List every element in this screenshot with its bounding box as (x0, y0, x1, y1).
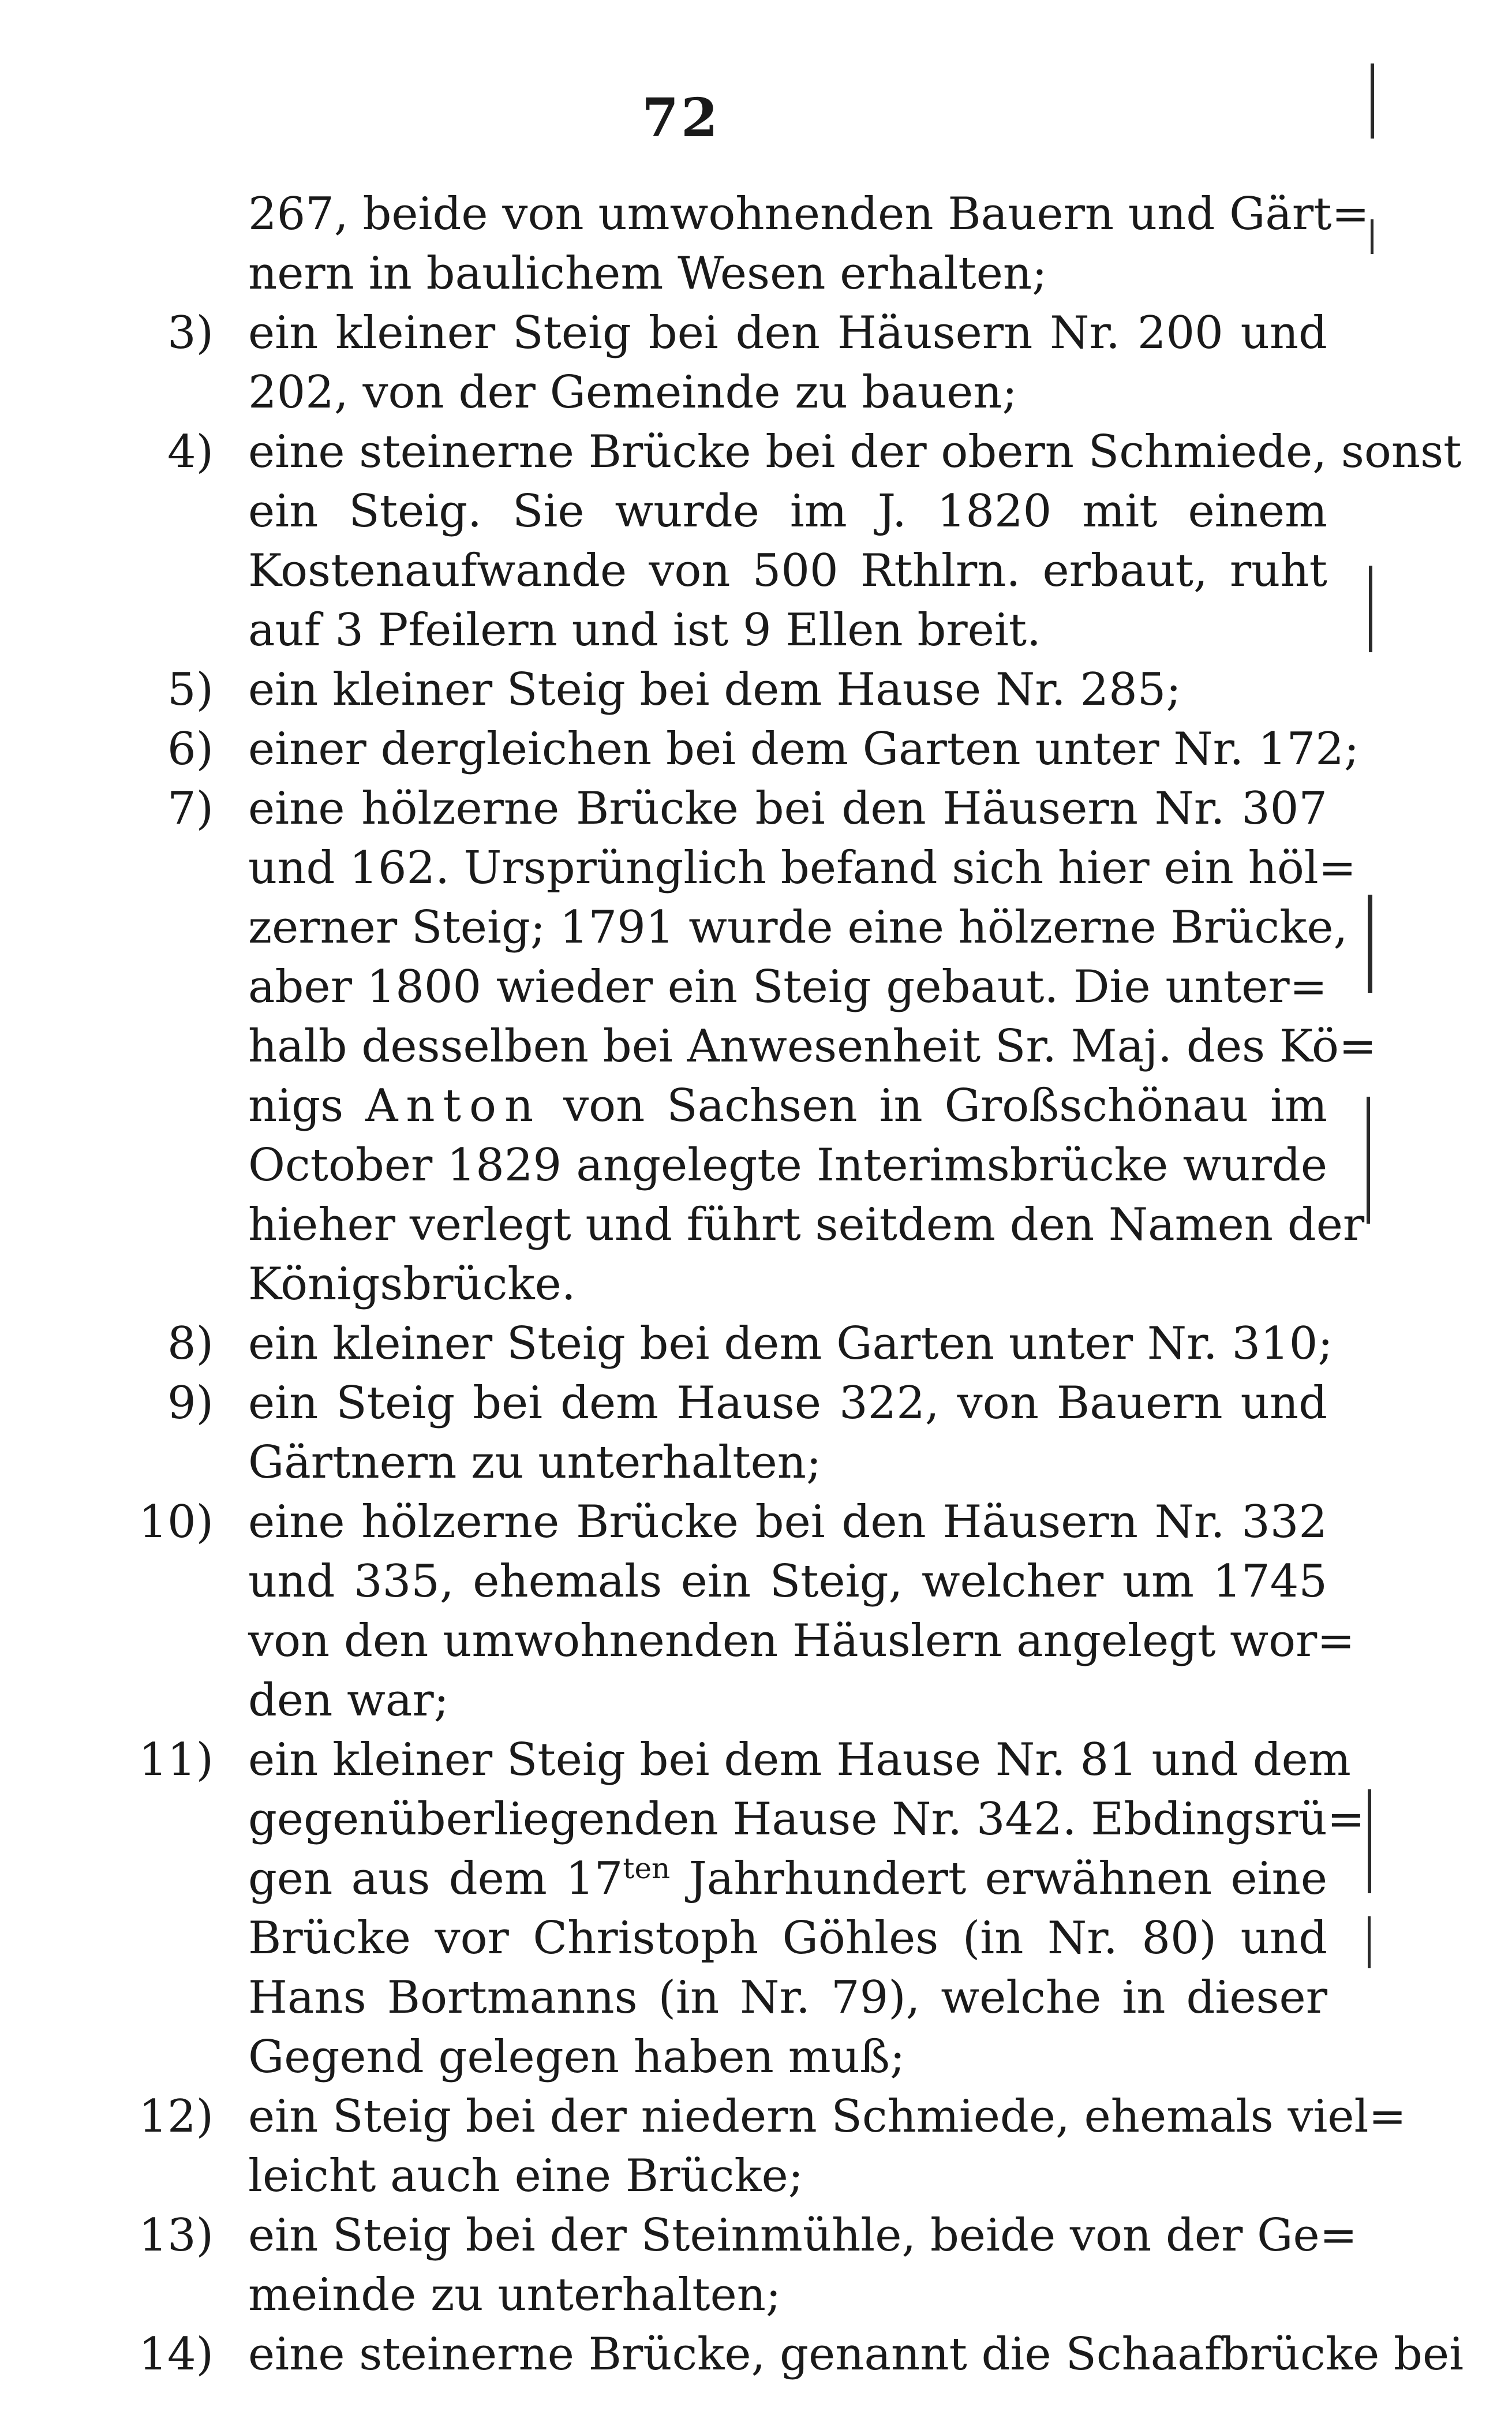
text-line (0, 185, 1512, 244)
item-number: 7) (167, 783, 214, 835)
line-text-part: nigs (248, 1080, 366, 1132)
text-line (0, 958, 1512, 1017)
text-line (0, 1433, 1512, 1493)
text-line (0, 720, 1512, 779)
text-line (0, 1968, 1512, 2028)
line-text: gegenüberliegenden Hause Nr. 342. Ebdingsrü= (248, 1793, 1365, 1845)
line-text: den war; (248, 1674, 449, 1726)
item-number: 6) (167, 723, 214, 775)
text-line (0, 482, 1512, 541)
line-text (248, 1076, 1327, 1136)
line-text (248, 1849, 1327, 1909)
line-text: ein Steig bei dem Hause 322, von Bauern und (248, 1377, 1327, 1429)
line-text: halb desselben bei Anwesenheit Sr. Maj. des Kö= (248, 1021, 1377, 1072)
scan-edge-mark (1371, 63, 1374, 139)
text-line (0, 1255, 1512, 1314)
scan-edge-mark (1367, 1097, 1370, 1224)
text-line (0, 304, 1512, 363)
text-line (0, 1909, 1512, 1968)
text-line (0, 601, 1512, 660)
line-text: Hans Bortmanns (in Nr. 79), welche in dieser (248, 1972, 1327, 2024)
text-line (0, 1849, 1512, 1909)
text-line (0, 2087, 1512, 2147)
text-line (0, 1671, 1512, 1730)
line-text: ein kleiner Steig bei dem Garten unter Nr. 310; (248, 1318, 1333, 1370)
line-text: auf 3 Pfeilern und ist 9 Ellen breit. (248, 604, 1041, 656)
line-text: einer dergleichen bei dem Garten unter Nr. 172; (248, 723, 1360, 775)
line-text: meinde zu unterhalten; (248, 2269, 781, 2321)
text-line (0, 2325, 1512, 2384)
line-text: ein Steig bei der Steinmühle, beide von der Ge= (248, 2210, 1357, 2261)
text-line (0, 839, 1512, 898)
text-line (0, 541, 1512, 601)
item-number: 13) (139, 2210, 214, 2261)
page-number: 72 (641, 87, 721, 149)
text-line (0, 1374, 1512, 1433)
line-text: ein kleiner Steig bei dem Hause Nr. 81 und dem (248, 1734, 1351, 1786)
line-text: hieher verlegt und führt seitdem den Namen der (248, 1199, 1365, 1251)
item-number: 5) (167, 664, 214, 716)
text-line (0, 1195, 1512, 1255)
line-text: Kostenaufwande von 500 Rthlrn. erbaut, ruht (248, 545, 1327, 597)
item-number: 10) (139, 1496, 214, 1548)
item-number: 8) (167, 1318, 214, 1370)
line-text: leicht auch eine Brücke; (248, 2150, 804, 2202)
text-line (0, 244, 1512, 304)
line-text: zerner Steig; 1791 wurde eine hölzerne Brücke, (248, 902, 1348, 954)
line-text: eine steinerne Brücke bei der obern Schmiede, sonst (248, 426, 1462, 478)
text-line (0, 1612, 1512, 1671)
line-text: eine steinerne Brücke, genannt die Schaafbrücke bei (248, 2328, 1464, 2380)
line-text: eine hölzerne Brücke bei den Häusern Nr. 307 (248, 783, 1327, 835)
text-line (0, 1314, 1512, 1374)
text-line (0, 1790, 1512, 1849)
text-line (0, 2206, 1512, 2266)
text-line (0, 423, 1512, 482)
item-number: 14) (139, 2328, 214, 2380)
line-text: ein kleiner Steig bei den Häusern Nr. 200 und (248, 307, 1327, 359)
line-text: 267, beide von umwohnenden Bauern und Gärt= (248, 188, 1369, 240)
line-text-part: Jahrhundert erwähnen eine (670, 1853, 1328, 1905)
line-text: nern in baulichem Wesen erhalten; (248, 248, 1047, 300)
text-line (0, 1076, 1512, 1136)
scan-edge-mark (1371, 219, 1373, 254)
text-line (0, 898, 1512, 958)
scan-edge-mark (1368, 1916, 1371, 1968)
line-text-part: gen aus dem 17 (248, 1853, 623, 1905)
item-number: 11) (139, 1734, 214, 1786)
item-number: 3) (167, 307, 214, 359)
line-text: Brücke vor Christoph Göhles (in Nr. 80) und (248, 1912, 1327, 1964)
body-text (0, 185, 1512, 2384)
text-line (0, 2147, 1512, 2206)
line-text: Königsbrücke. (248, 1258, 576, 1310)
line-text: Gegend gelegen haben muß; (248, 2031, 905, 2083)
text-line (0, 1136, 1512, 1195)
line-text: von den umwohnenden Häuslern angelegt wor= (248, 1615, 1355, 1667)
line-text: und 162. Ursprünglich befand sich hier ein höl= (248, 842, 1357, 894)
line-text: October 1829 angelegte Interimsbrücke wurde (248, 1139, 1327, 1191)
scan-edge-mark (1369, 566, 1372, 652)
scan-edge-mark (1368, 1789, 1371, 1893)
line-text-part: von Sachsen in Großschönau im (541, 1080, 1328, 1132)
line-text: ein Steig. Sie wurde im J. 1820 mit einem (248, 485, 1327, 537)
text-line (0, 2266, 1512, 2325)
superscript: ten (623, 1852, 671, 1885)
text-line (0, 779, 1512, 839)
line-text: ein Steig bei der niedern Schmiede, ehemals viel= (248, 2091, 1406, 2143)
text-line (0, 1017, 1512, 1076)
item-number: 4) (167, 426, 214, 478)
line-text: 202, von der Gemeinde zu bauen; (248, 367, 1017, 418)
item-number: 9) (167, 1377, 214, 1429)
line-text: und 335, ehemals ein Steig, welcher um 1745 (248, 1556, 1327, 1608)
line-text: Gärtnern zu unterhalten; (248, 1437, 822, 1489)
text-line (0, 1493, 1512, 1552)
line-text: eine hölzerne Brücke bei den Häusern Nr. 332 (248, 1496, 1327, 1548)
scan-edge-mark (1368, 895, 1372, 993)
text-line (0, 2028, 1512, 2087)
line-text: ein kleiner Steig bei dem Hause Nr. 285; (248, 664, 1181, 716)
text-line (0, 1552, 1512, 1612)
text-line (0, 660, 1512, 720)
name-anton: Anton (365, 1080, 542, 1132)
text-line (0, 1730, 1512, 1790)
line-text: aber 1800 wieder ein Steig gebaut. Die unter= (248, 961, 1327, 1013)
text-line (0, 363, 1512, 423)
item-number: 12) (139, 2091, 214, 2143)
